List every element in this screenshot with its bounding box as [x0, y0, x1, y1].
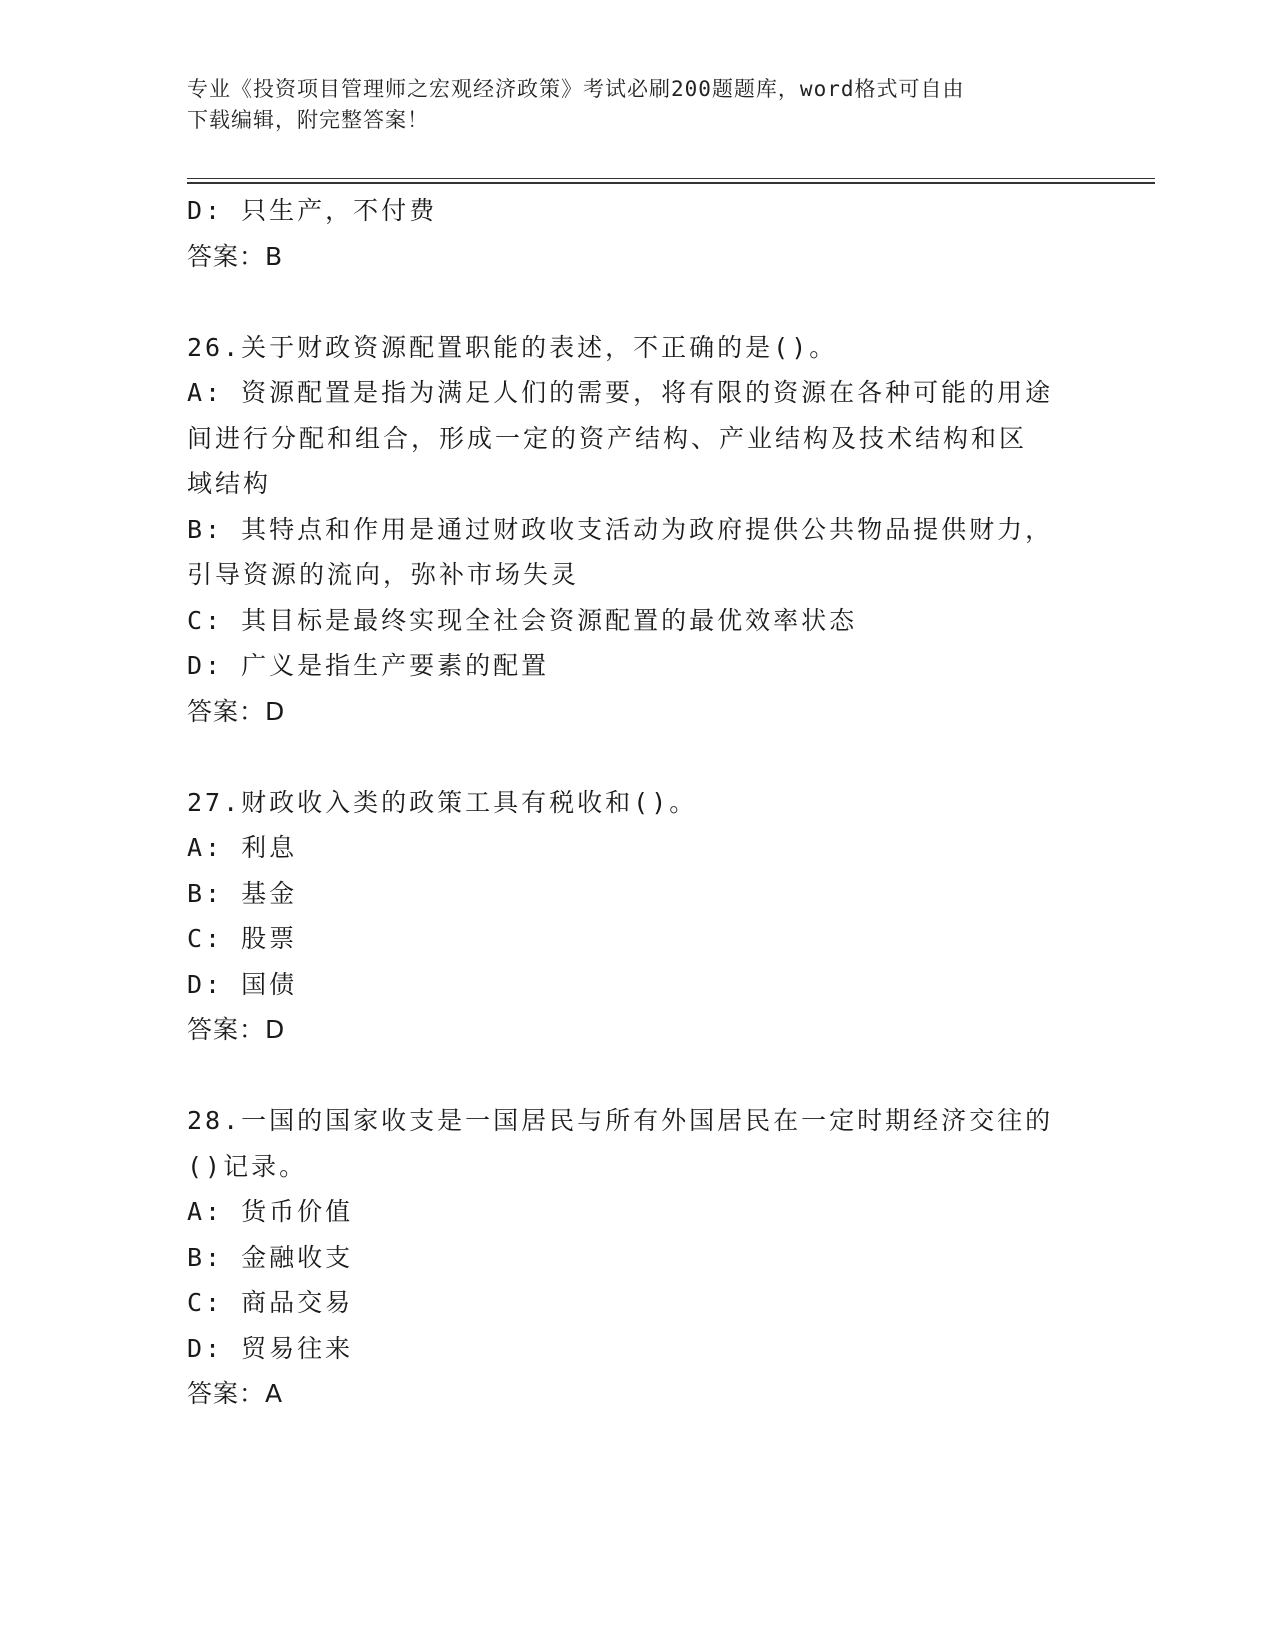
header-divider-thin [187, 178, 1155, 179]
question-25 [187, 188, 1087, 279]
document-header [187, 74, 1077, 136]
q28-option-a: A: 货币价值 [187, 1197, 354, 1226]
q26-option-d: D: 广义是指生产要素的配置 [187, 651, 550, 680]
header-line-1: 专业《投资项目管理师之宏观经济政策》考试必刷200题题库，word格式可自由 [187, 77, 965, 101]
q27-stem: 27.财政收入类的政策工具有税收和()。 [187, 787, 698, 817]
document-body [187, 188, 1087, 1417]
question-27 [187, 780, 1087, 1053]
header-divider-thick [187, 182, 1155, 184]
q26-option-b-line-1: B: 其特点和作用是通过财政收支活动为政府提供公共物品提供财力， [187, 514, 1054, 544]
q25-option-d: D: 只生产，不付费 [187, 196, 438, 225]
q27-option-d: D: 国债 [187, 969, 298, 999]
header-line-2: 下载编辑，附完整答案！ [187, 108, 429, 132]
q27-answer: 答案：D [187, 1015, 286, 1044]
q26-stem: 26.关于财政资源配置职能的表述，不正确的是()。 [187, 332, 838, 362]
q26-option-c: C: 其目标是最终实现全社会资源配置的最优效率状态 [187, 605, 858, 635]
question-26 [187, 325, 1087, 735]
q27-option-b: B: 基金 [187, 878, 298, 908]
q26-option-a-line-1: A: 资源配置是指为满足人们的需要，将有限的资源在各种可能的用途 [187, 378, 1054, 407]
q28-stem-line-1: 28.一国的国家收支是一国居民与所有外国居民在一定时期经济交往的 [187, 1106, 1054, 1135]
q26-answer: 答案：D [187, 696, 286, 726]
q28-option-b: B: 金融收支 [187, 1242, 354, 1272]
q25-answer: 答案：B [187, 241, 284, 271]
q28-option-c: C: 商品交易 [187, 1288, 354, 1317]
q26-option-a-line-3: 域结构 [187, 469, 272, 498]
q26-option-b-line-2: 引导资源的流向，弥补市场失灵 [187, 560, 580, 589]
question-28 [187, 1098, 1087, 1417]
q27-option-a: A: 利息 [187, 833, 298, 862]
q27-option-c: C: 股票 [187, 924, 298, 953]
q28-answer: 答案：A [187, 1379, 284, 1408]
q28-option-d: D: 贸易往来 [187, 1333, 354, 1363]
q26-option-a-line-2: 间进行分配和组合，形成一定的资产结构、产业结构及技术结构和区 [187, 423, 1028, 453]
q28-stem-line-2: ()记录。 [187, 1151, 308, 1181]
